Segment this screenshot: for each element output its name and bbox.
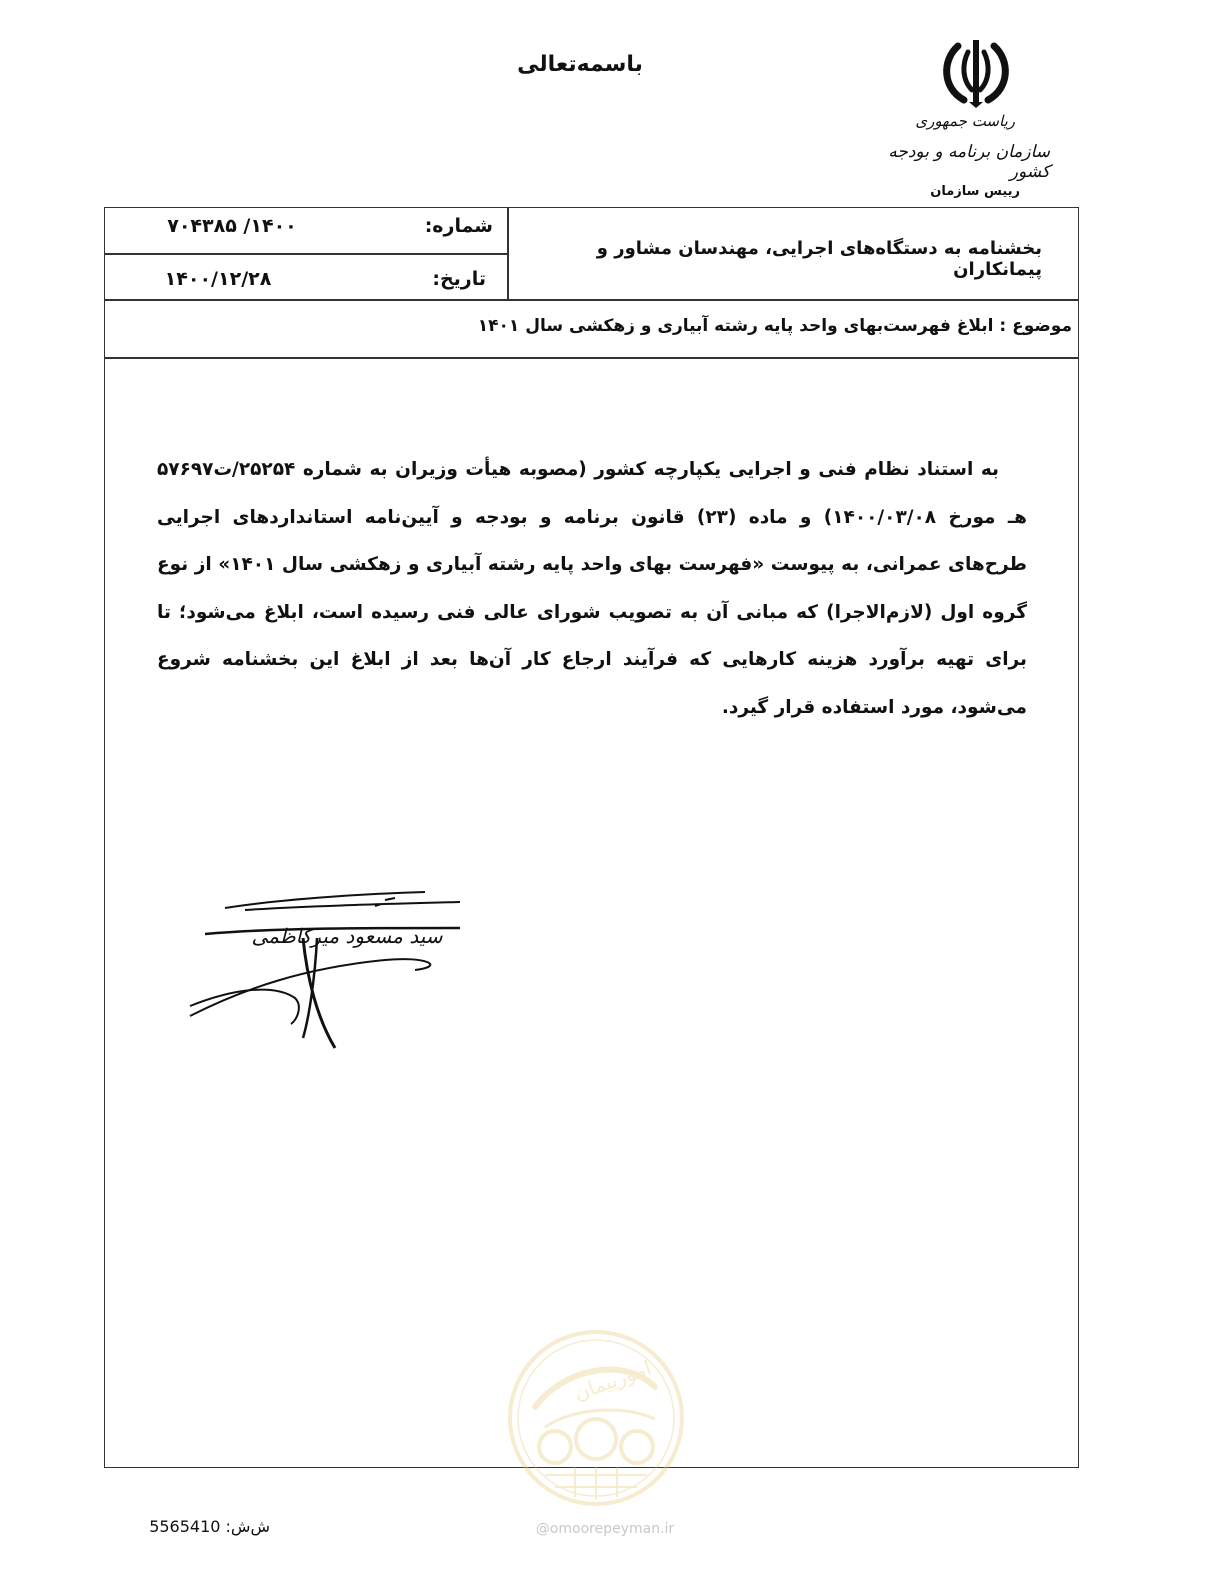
date-label: تاریخ: [432,268,486,290]
number-label: شماره: [424,215,493,237]
serial-number: ش‌ش: 5565410 [149,1517,270,1536]
org-name-line1: ریاست جمهوری [915,112,1015,130]
signature-scribble [185,888,470,1053]
watermark-url: @omoorepeyman.ir [535,1521,675,1537]
letter-frame [104,207,1079,1468]
org-name-line2: سازمان برنامه و بودجه کشور [888,142,1050,182]
subject-line: موضوع : ابلاغ فهرست‌بهای واحد پایه رشته آبیاری و زهکشی سال ۱۴۰۱ [477,316,1072,336]
subject-divider [104,357,1079,359]
recipient-line: بخشنامه به دستگاه‌های اجرایی، مهندسان مشاور و پیمانکاران [596,238,1042,280]
iran-emblem-icon [938,38,1014,110]
letter-heading: باسمه‌تعالی [517,52,643,77]
letter-date: ۱۴۰۰/۱۲/۲۸ [164,268,272,290]
meta-divider [104,253,508,255]
letter-body: به استناد نظام فنی و اجرایی یکپارچه کشور (مصوبه هیأت وزیران به شماره ۲۵۲۵۴/ت۵۷۶۹۷ هـ مورخ ۱۴۰۰/۰۳/۰۸) و ماده (۲۳) قانون برنامه و بودجه و آیین‌نامه استانداردهای اجرایی طرح‌های عمرانی، به پیوست «فهرست بهای واحد پایه رشته آبیاری و زهکشی سال ۱۴۰۱» از نوع گروه اول (لازم‌الاجرا) که مبانی آن به تصویب شورای عالی فنی رسیده است، ابلاغ می‌شود؛ تا برای تهیه برآورد هزینه کارهایی که فرآیند ارجاع کار آن‌ها بعد از ابلاغ این بخشنامه شروع می‌شود، مورد استفاده قرار گیرد. [157,459,1027,718]
watermark-logo-text: امورپیمان [570,1355,655,1406]
header-bottom-divider [104,299,1079,301]
signer-name: سید مسعود میرکاظمی [251,924,443,948]
org-title: رییس سازمان [930,184,1020,199]
watermark-logo-icon [505,1327,687,1509]
letter-number: ۱۴۰۰/ ۷۰۴۳۸۵ [167,215,297,237]
